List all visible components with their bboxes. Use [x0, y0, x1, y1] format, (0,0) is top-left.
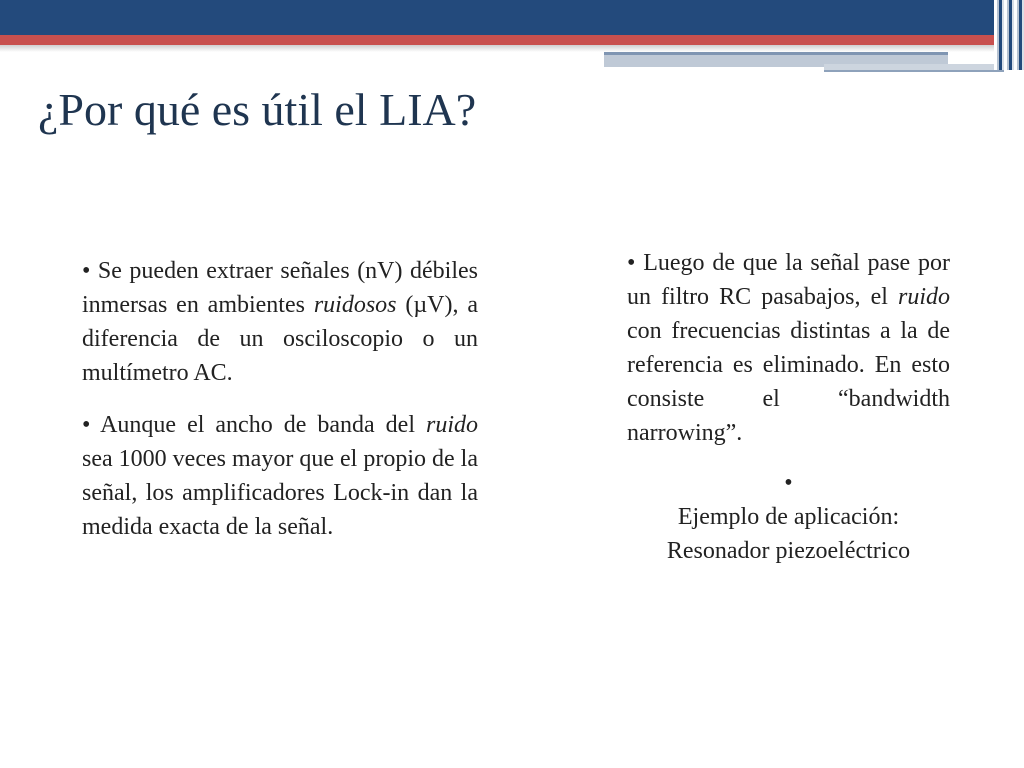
header-band-red: [0, 35, 1010, 45]
header-step-decoration-lower: [824, 64, 1004, 72]
bullet-emphasis: ruido: [425, 412, 478, 438]
bullet-emphasis: ruido: [897, 284, 950, 310]
bullet-application-example: [627, 466, 950, 568]
bullet-rc-filter: [627, 246, 950, 450]
bullet-text: Se pueden extraer señales (nV) débiles inmersas en ambientes: [82, 258, 479, 318]
right-column: [627, 246, 950, 568]
left-column: [82, 254, 478, 544]
bullet-extract-signals: [82, 254, 478, 390]
bullet-marker: •: [627, 250, 636, 276]
slide-title: ¿Por qué es útil el LIA?: [38, 84, 477, 135]
example-label: Ejemplo de aplicación:: [677, 504, 900, 530]
bullet-text: Luego de que la señal pase por un filtro RC pasabajos, el: [627, 250, 951, 310]
bullet-marker: •: [784, 470, 793, 496]
bullet-noise-bandwidth: [82, 408, 478, 544]
bullet-emphasis: ruidosos: [313, 292, 397, 318]
bullet-text: sea 1000 veces mayor que el propio de la señal, los amplificadores Lock-in dan la medida exacta de la señal.: [82, 446, 478, 540]
bullet-text: con frecuencias distintas a la de referencia es eliminado. En esto consiste el “bandwidth narrowing”.: [627, 318, 950, 446]
header-band-blue: [0, 0, 1024, 36]
header-shadow: [0, 45, 1004, 52]
bullet-marker: •: [82, 258, 91, 284]
bullet-marker: •: [82, 412, 91, 438]
bullet-text: Aunque el ancho de banda del: [100, 412, 426, 438]
bullet-text: (µV), a diferencia de un osciloscopio o un multímetro AC.: [82, 292, 479, 386]
example-line-1: [627, 466, 950, 534]
example-line-2: Resonador piezoeléctrico: [666, 538, 911, 564]
header-vertical-lines: [994, 0, 1024, 70]
